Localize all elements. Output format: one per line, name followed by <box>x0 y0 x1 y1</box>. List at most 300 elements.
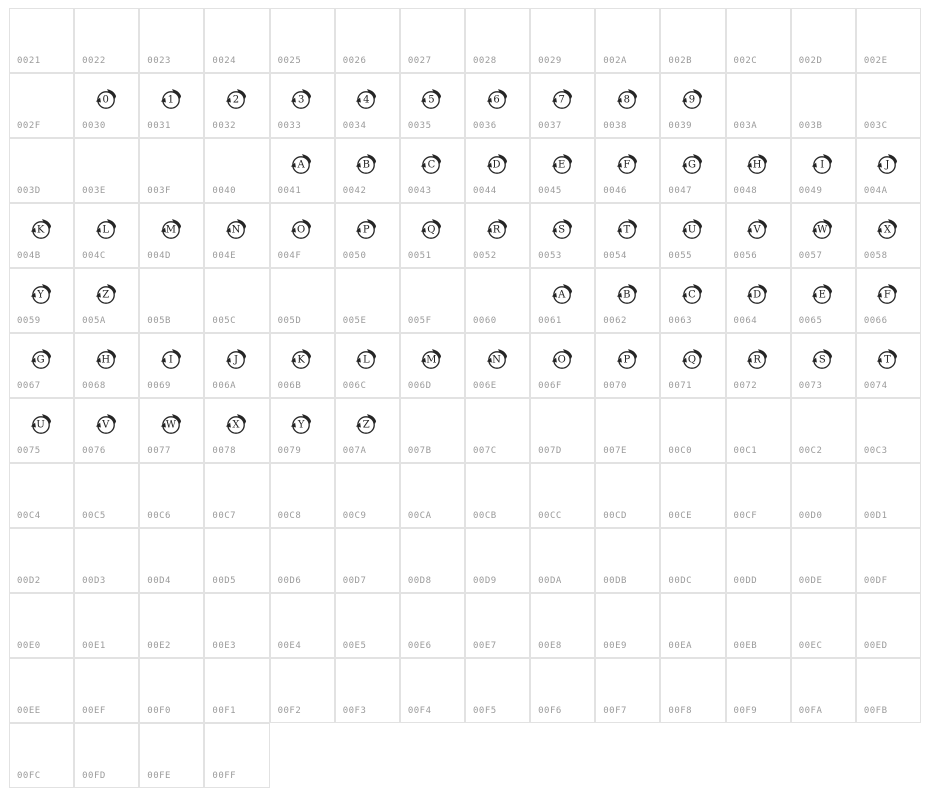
codepoint-label: 00C9 <box>342 511 367 521</box>
glyph-cell <box>74 73 139 138</box>
glyph-preview <box>289 346 315 372</box>
codepoint-label: 0046 <box>603 186 627 196</box>
codepoint-label: 002A <box>603 56 627 66</box>
glyph-table <box>9 8 921 788</box>
glyph-cell <box>400 73 465 138</box>
glyph-cell <box>9 593 74 658</box>
glyph-character: M <box>426 354 437 366</box>
glyph-cell <box>465 203 530 268</box>
codepoint-label: 00D2 <box>17 576 41 586</box>
glyph-cell <box>465 8 530 73</box>
glyph-preview <box>224 346 250 372</box>
codepoint-label: 004D <box>147 251 171 261</box>
codepoint-label: 0054 <box>603 251 627 261</box>
codepoint-label: 0057 <box>798 251 823 261</box>
glyph-cell <box>335 658 400 723</box>
codepoint-label: 00E1 <box>82 641 106 651</box>
glyph-character: U <box>36 419 45 431</box>
glyph-cell <box>595 463 660 528</box>
codepoint-label: 0024 <box>212 56 237 66</box>
glyph-cell <box>9 268 74 333</box>
glyph-preview <box>680 281 706 307</box>
glyph-cell <box>400 593 465 658</box>
glyph-character: 1 <box>167 94 175 106</box>
codepoint-label: 00E7 <box>472 641 497 651</box>
glyph-cell <box>139 8 204 73</box>
glyph-preview <box>550 151 576 177</box>
glyph-cell <box>9 8 74 73</box>
codepoint-label: 00C1 <box>733 446 758 456</box>
glyph-preview <box>680 216 706 242</box>
glyph-cell <box>726 528 791 593</box>
glyph-cell <box>726 333 791 398</box>
codepoint-label: 0062 <box>603 316 627 326</box>
glyph-cell <box>204 528 269 593</box>
codepoint-label: 0076 <box>82 446 106 456</box>
codepoint-label: 00FB <box>863 706 888 716</box>
glyph-preview <box>550 346 576 372</box>
codepoint-label: 00C7 <box>212 511 237 521</box>
glyph-table-row <box>9 268 921 333</box>
codepoint-label: 006F <box>538 381 562 391</box>
codepoint-label: 0058 <box>863 251 888 261</box>
glyph-character: R <box>492 224 501 236</box>
codepoint-label: 0074 <box>863 381 888 391</box>
codepoint-label: 00CF <box>733 511 758 521</box>
glyph-character: N <box>492 354 501 366</box>
glyph-cell <box>791 138 856 203</box>
glyph-preview <box>615 151 641 177</box>
codepoint-label: 00C6 <box>147 511 171 521</box>
glyph-preview <box>550 216 576 242</box>
glyph-cell <box>726 268 791 333</box>
glyph-cell <box>9 528 74 593</box>
codepoint-label: 0064 <box>733 316 758 326</box>
glyph-character: B <box>623 289 631 301</box>
codepoint-label: 003F <box>147 186 171 196</box>
glyph-cell <box>335 203 400 268</box>
glyph-cell <box>465 138 530 203</box>
glyph-preview <box>94 86 120 112</box>
codepoint-label: 00CA <box>407 511 432 521</box>
codepoint-label: 00EC <box>798 641 823 651</box>
glyph-character: V <box>102 419 110 431</box>
codepoint-label: 004B <box>17 251 41 261</box>
glyph-cell <box>660 203 725 268</box>
glyph-cell <box>400 8 465 73</box>
glyph-preview <box>29 216 55 242</box>
glyph-preview <box>615 346 641 372</box>
glyph-character: 2 <box>232 94 240 106</box>
glyph-cell <box>270 203 335 268</box>
glyph-character: Y <box>297 419 305 431</box>
codepoint-label: 00E4 <box>277 641 302 651</box>
codepoint-label: 00C2 <box>798 446 823 456</box>
glyph-cell <box>660 528 725 593</box>
glyph-cell <box>791 333 856 398</box>
glyph-cell <box>660 463 725 528</box>
glyph-cell <box>726 203 791 268</box>
glyph-character: S <box>818 354 826 366</box>
glyph-preview <box>159 346 185 372</box>
glyph-cell <box>465 658 530 723</box>
glyph-preview <box>289 151 315 177</box>
glyph-cell <box>530 73 595 138</box>
codepoint-label: 005F <box>407 316 432 326</box>
glyph-character: N <box>231 224 241 236</box>
glyph-cell <box>9 463 74 528</box>
glyph-preview <box>615 216 641 242</box>
glyph-character: T <box>623 224 631 236</box>
glyph-character: Y <box>37 289 44 301</box>
codepoint-label: 0070 <box>603 381 627 391</box>
glyph-cell <box>139 138 204 203</box>
glyph-cell <box>74 723 139 788</box>
glyph-cell <box>856 73 921 138</box>
glyph-character: I <box>820 159 825 171</box>
glyph-table-row <box>9 8 921 73</box>
codepoint-label: 0049 <box>798 186 823 196</box>
codepoint-label: 00ED <box>863 641 888 651</box>
codepoint-label: 0048 <box>733 186 758 196</box>
glyph-preview <box>94 411 120 437</box>
glyph-cell <box>204 138 269 203</box>
codepoint-label: 0028 <box>472 56 497 66</box>
glyph-cell <box>856 268 921 333</box>
codepoint-label: 00C8 <box>277 511 302 521</box>
glyph-cell <box>726 593 791 658</box>
glyph-cell <box>465 73 530 138</box>
codepoint-label: 0039 <box>668 121 693 131</box>
glyph-cell <box>400 203 465 268</box>
codepoint-label: 0056 <box>733 251 758 261</box>
codepoint-label: 0051 <box>407 251 432 261</box>
codepoint-label: 0053 <box>538 251 562 261</box>
codepoint-label: 00C4 <box>17 511 41 521</box>
glyph-table-row <box>9 723 921 788</box>
codepoint-label: 004A <box>863 186 888 196</box>
codepoint-label: 0026 <box>342 56 367 66</box>
glyph-character: D <box>492 159 501 171</box>
codepoint-label: 00F0 <box>147 706 171 716</box>
codepoint-label: 0031 <box>147 121 171 131</box>
codepoint-label: 0035 <box>407 121 432 131</box>
codepoint-label: 00CC <box>538 511 562 521</box>
glyph-preview <box>745 151 771 177</box>
glyph-preview <box>159 216 185 242</box>
codepoint-label: 0079 <box>277 446 302 456</box>
codepoint-label: 005A <box>82 316 106 326</box>
glyph-cell <box>660 658 725 723</box>
glyph-cell <box>204 73 269 138</box>
glyph-character: I <box>168 354 173 366</box>
codepoint-label: 002E <box>863 56 888 66</box>
glyph-cell <box>204 658 269 723</box>
glyph-preview <box>419 151 445 177</box>
codepoint-label: 007A <box>342 446 367 456</box>
glyph-preview <box>29 346 55 372</box>
glyph-character: X <box>232 419 240 431</box>
glyph-cell <box>660 333 725 398</box>
glyph-cell <box>791 8 856 73</box>
glyph-preview <box>29 281 55 307</box>
codepoint-label: 00EE <box>17 706 41 716</box>
codepoint-label: 004E <box>212 251 237 261</box>
codepoint-label: 0038 <box>603 121 627 131</box>
codepoint-label: 00E2 <box>147 641 171 651</box>
glyph-character: F <box>883 289 891 301</box>
glyph-character: 0 <box>102 94 109 106</box>
codepoint-label: 00FA <box>798 706 823 716</box>
codepoint-label: 0041 <box>277 186 302 196</box>
glyph-character: E <box>818 289 826 301</box>
codepoint-label: 00F2 <box>277 706 302 716</box>
glyph-cell <box>856 8 921 73</box>
codepoint-label: 004C <box>82 251 106 261</box>
codepoint-label: 0043 <box>407 186 432 196</box>
glyph-character: S <box>558 224 566 236</box>
codepoint-label: 006A <box>212 381 237 391</box>
glyph-cell <box>270 138 335 203</box>
glyph-cell <box>139 268 204 333</box>
glyph-preview <box>810 346 836 372</box>
codepoint-label: 005E <box>342 316 367 326</box>
codepoint-label: 0037 <box>538 121 562 131</box>
glyph-cell <box>856 463 921 528</box>
glyph-cell <box>9 723 74 788</box>
codepoint-label: 005C <box>212 316 237 326</box>
codepoint-label: 00FF <box>212 771 237 781</box>
glyph-cell <box>74 398 139 463</box>
codepoint-label: 002D <box>798 56 823 66</box>
codepoint-label: 00D1 <box>863 511 888 521</box>
codepoint-label: 006B <box>277 381 302 391</box>
glyph-cell <box>204 268 269 333</box>
glyph-character: O <box>297 224 306 236</box>
codepoint-label: 0077 <box>147 446 171 456</box>
glyph-preview <box>94 281 120 307</box>
glyph-cell <box>465 333 530 398</box>
glyph-cell <box>335 73 400 138</box>
glyph-cell <box>530 463 595 528</box>
glyph-character: P <box>623 354 631 366</box>
glyph-table-row <box>9 138 921 203</box>
codepoint-label: 003E <box>82 186 106 196</box>
codepoint-label: 0025 <box>277 56 302 66</box>
glyph-preview <box>745 281 771 307</box>
glyph-cell <box>530 203 595 268</box>
glyph-preview <box>354 86 380 112</box>
glyph-cell <box>791 203 856 268</box>
glyph-character: 8 <box>623 94 631 106</box>
glyph-preview <box>224 86 250 112</box>
glyph-cell <box>791 463 856 528</box>
codepoint-label: 0065 <box>798 316 823 326</box>
glyph-cell <box>856 593 921 658</box>
glyph-cell <box>74 463 139 528</box>
glyph-preview <box>419 346 445 372</box>
glyph-cell <box>139 333 204 398</box>
glyph-cell <box>595 658 660 723</box>
codepoint-label: 00EB <box>733 641 758 651</box>
glyph-cell <box>726 463 791 528</box>
glyph-cell <box>465 268 530 333</box>
glyph-cell <box>9 73 74 138</box>
codepoint-label: 00FC <box>17 771 41 781</box>
codepoint-label: 00F3 <box>342 706 367 716</box>
codepoint-label: 007D <box>538 446 562 456</box>
glyph-preview <box>615 86 641 112</box>
glyph-cell <box>595 268 660 333</box>
codepoint-label: 00EF <box>82 706 106 716</box>
glyph-cell <box>335 593 400 658</box>
glyph-cell <box>595 333 660 398</box>
glyph-preview <box>550 281 576 307</box>
glyph-character: 3 <box>297 94 305 106</box>
glyph-cell <box>9 658 74 723</box>
codepoint-label: 00DA <box>538 576 562 586</box>
glyph-preview <box>810 151 836 177</box>
glyph-cell <box>335 8 400 73</box>
codepoint-label: 0072 <box>733 381 758 391</box>
codepoint-label: 00CD <box>603 511 627 521</box>
glyph-character: J <box>885 159 890 171</box>
glyph-cell <box>335 398 400 463</box>
glyph-cell <box>530 528 595 593</box>
glyph-preview <box>875 281 901 307</box>
codepoint-label: 0052 <box>472 251 497 261</box>
glyph-character: 4 <box>363 94 370 106</box>
glyph-cell <box>204 8 269 73</box>
codepoint-label: 004F <box>277 251 302 261</box>
glyph-cell <box>139 528 204 593</box>
codepoint-label: 0068 <box>82 381 106 391</box>
codepoint-label: 00E9 <box>603 641 627 651</box>
codepoint-label: 00F4 <box>407 706 432 716</box>
glyph-preview <box>354 151 380 177</box>
glyph-cell <box>335 138 400 203</box>
glyph-preview <box>810 281 836 307</box>
glyph-cell <box>726 138 791 203</box>
glyph-preview <box>745 216 771 242</box>
glyph-preview <box>159 411 185 437</box>
glyph-preview <box>289 411 315 437</box>
codepoint-label: 00D3 <box>82 576 106 586</box>
codepoint-label: 00D6 <box>277 576 302 586</box>
glyph-table-row <box>9 593 921 658</box>
glyph-cell <box>400 138 465 203</box>
glyph-cell <box>74 593 139 658</box>
glyph-cell <box>530 398 595 463</box>
codepoint-label: 002F <box>17 121 41 131</box>
codepoint-label: 005D <box>277 316 302 326</box>
codepoint-label: 00DB <box>603 576 627 586</box>
codepoint-label: 0032 <box>212 121 237 131</box>
codepoint-label: 005B <box>147 316 171 326</box>
codepoint-label: 0040 <box>212 186 237 196</box>
codepoint-label: 0030 <box>82 121 106 131</box>
codepoint-label: 00F5 <box>472 706 497 716</box>
codepoint-label: 0033 <box>277 121 302 131</box>
glyph-cell <box>530 658 595 723</box>
glyph-preview <box>29 411 55 437</box>
glyph-table-row <box>9 203 921 268</box>
glyph-character: O <box>557 354 566 366</box>
glyph-character: G <box>687 159 696 171</box>
glyph-character: 5 <box>428 94 435 106</box>
glyph-cell <box>270 463 335 528</box>
glyph-table-body <box>9 8 921 788</box>
glyph-preview <box>875 346 901 372</box>
codepoint-label: 0021 <box>17 56 41 66</box>
codepoint-label: 002C <box>733 56 758 66</box>
glyph-cell <box>660 8 725 73</box>
glyph-cell <box>856 203 921 268</box>
glyph-cell <box>595 138 660 203</box>
glyph-preview <box>224 411 250 437</box>
codepoint-label: 002B <box>668 56 693 66</box>
glyph-cell <box>400 333 465 398</box>
glyph-cell <box>204 593 269 658</box>
glyph-cell <box>660 73 725 138</box>
glyph-preview <box>550 86 576 112</box>
codepoint-label: 00C0 <box>668 446 693 456</box>
glyph-cell <box>9 398 74 463</box>
glyph-cell <box>9 333 74 398</box>
glyph-cell <box>139 658 204 723</box>
glyph-preview <box>159 86 185 112</box>
codepoint-label: 00DD <box>733 576 758 586</box>
glyph-table-row <box>9 463 921 528</box>
codepoint-label: 0036 <box>472 121 497 131</box>
glyph-character: F <box>623 159 631 171</box>
codepoint-label: 00E8 <box>538 641 562 651</box>
codepoint-label: 0042 <box>342 186 367 196</box>
glyph-cell <box>204 333 269 398</box>
glyph-preview <box>485 151 511 177</box>
glyph-cell <box>74 203 139 268</box>
glyph-cell <box>270 73 335 138</box>
glyph-character: Z <box>102 289 110 301</box>
codepoint-label: 00D7 <box>342 576 367 586</box>
codepoint-label: 0029 <box>538 56 562 66</box>
codepoint-label: 003C <box>863 121 888 131</box>
glyph-cell <box>400 658 465 723</box>
glyph-cell <box>335 528 400 593</box>
glyph-cell <box>139 398 204 463</box>
glyph-cell <box>204 398 269 463</box>
codepoint-label: 00F1 <box>212 706 237 716</box>
glyph-preview <box>485 346 511 372</box>
codepoint-label: 00CB <box>472 511 497 521</box>
glyph-cell <box>595 528 660 593</box>
glyph-preview <box>615 281 641 307</box>
glyph-cell <box>204 203 269 268</box>
codepoint-label: 00F7 <box>603 706 627 716</box>
codepoint-label: 0066 <box>863 316 888 326</box>
glyph-cell <box>139 723 204 788</box>
glyph-character: Z <box>362 419 370 431</box>
glyph-cell <box>335 333 400 398</box>
glyph-cell <box>400 463 465 528</box>
glyph-character: R <box>753 354 761 366</box>
codepoint-label: 00D4 <box>147 576 171 586</box>
glyph-cell <box>660 593 725 658</box>
glyph-table-row <box>9 398 921 463</box>
glyph-preview <box>224 216 250 242</box>
codepoint-label: 0071 <box>668 381 693 391</box>
glyph-cell <box>726 398 791 463</box>
